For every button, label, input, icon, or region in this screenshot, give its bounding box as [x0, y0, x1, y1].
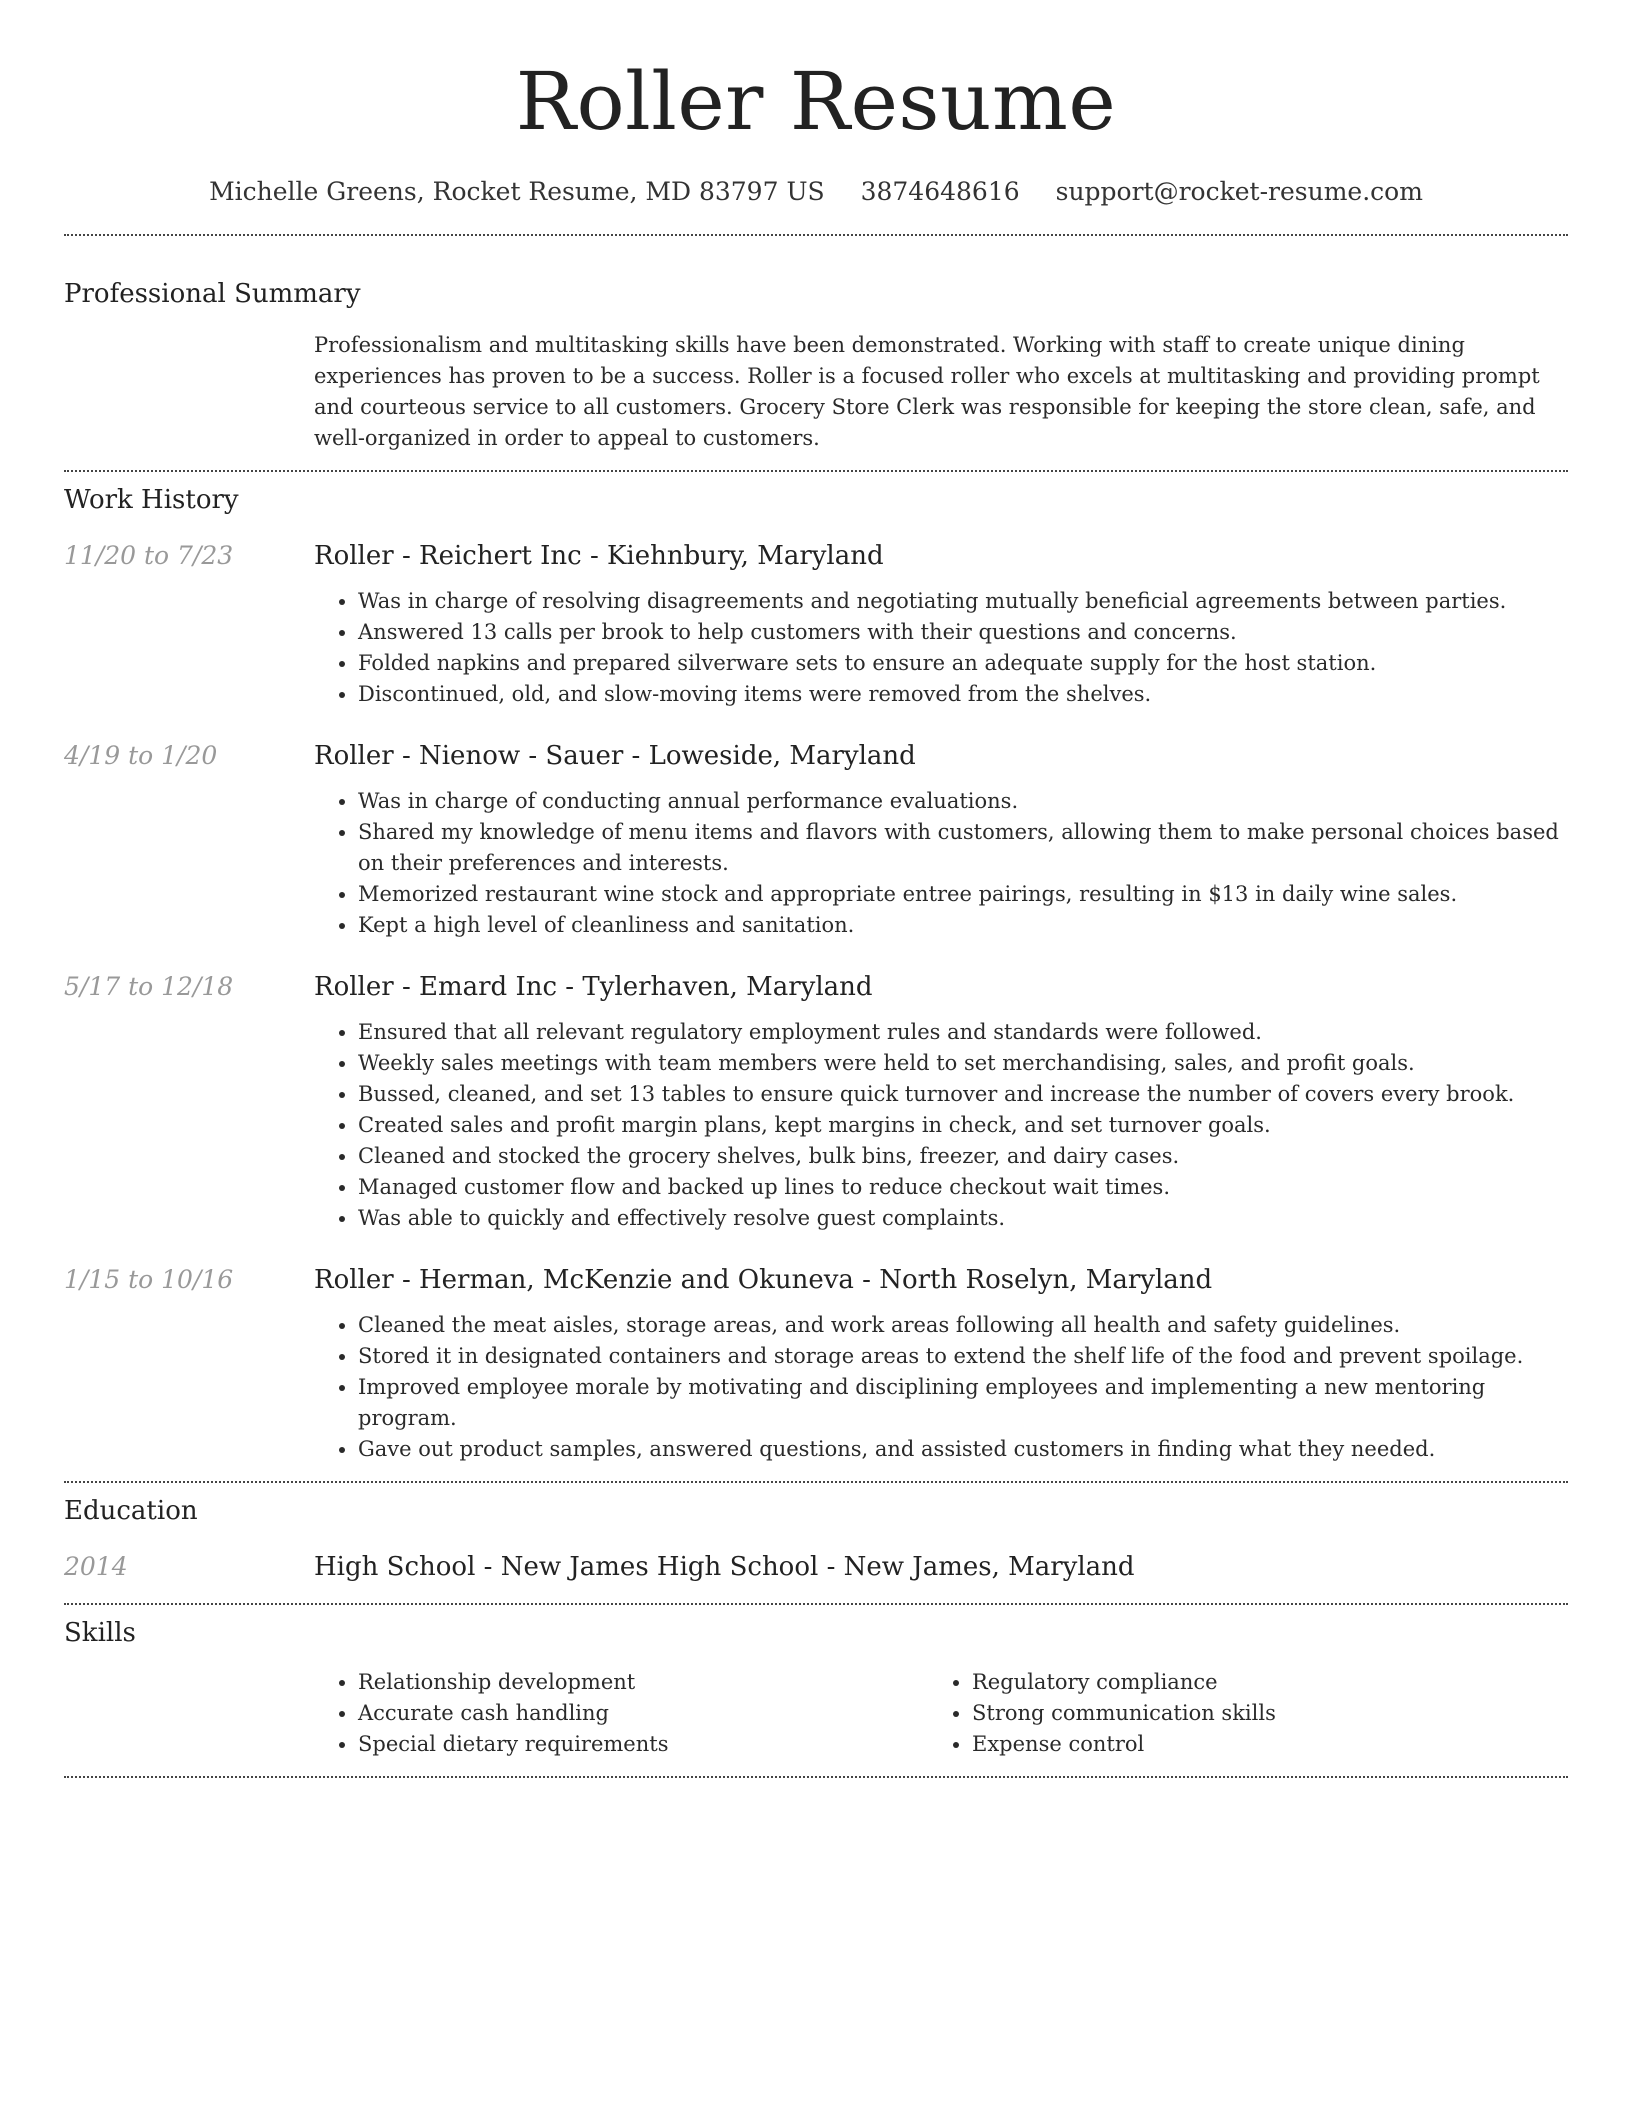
education-year: 2014	[64, 1552, 128, 1581]
job-bullet: • Cleaned the meat aisles, storage areas, and work areas following all health and safety guidelines.	[358, 1310, 1568, 1341]
job-bullet: • Improved employee morale by motivating and disciplining employees and implementing a new mentoring program.	[358, 1372, 1568, 1434]
job-bullet: • Gave out product samples, answered questions, and assisted customers in finding what they needed.	[358, 1434, 1568, 1465]
job-title: Roller - Reichert Inc - Kiehnbury, Maryland	[314, 541, 884, 571]
job-bullet: • Was in charge of resolving disagreements and negotiating mutually beneficial agreements between parties.	[358, 586, 1568, 617]
education-entry	[64, 1549, 1568, 1585]
job-bullet: • Discontinued, old, and slow-moving items were removed from the shelves.	[358, 679, 1568, 710]
contact-address: Michelle Greens, Rocket Resume, MD 83797 US	[209, 177, 825, 206]
job-title: Roller - Herman, McKenzie and Okuneva - North Roselyn, Maryland	[314, 1265, 1213, 1295]
section-title-summary: Professional Summary	[64, 279, 361, 309]
skill-item: • Relationship development	[358, 1667, 928, 1698]
job-bullets	[314, 1017, 1568, 1234]
education-title: High School - New James High School - New James, Maryland	[314, 1552, 1135, 1582]
skills-list-right	[928, 1667, 1532, 1760]
job-bullet: • Ensured that all relevant regulatory employment rules and standards were followed.	[358, 1017, 1568, 1048]
skill-item: • Regulatory compliance	[972, 1667, 1532, 1698]
divider	[64, 1603, 1568, 1605]
job-bullet: • Shared my knowledge of menu items and flavors with customers, allowing them to make personal choices based on their preferences and interests.	[358, 817, 1568, 879]
divider	[64, 234, 1568, 236]
job-entry	[64, 738, 1568, 941]
job-entry	[64, 538, 1568, 710]
job-dates: 11/20 to 7/23	[64, 541, 234, 570]
job-dates: 4/19 to 1/20	[64, 741, 218, 770]
job-bullet: • Bussed, cleaned, and set 13 tables to ensure quick turnover and increase the number of covers every brook.	[358, 1079, 1568, 1110]
job-bullet: • Weekly sales meetings with team members were held to set merchandising, sales, and profit goals.	[358, 1048, 1568, 1079]
summary-text: Professionalism and multitasking skills have been demonstrated. Working with staff to create unique dining experiences has proven to be a success. Roller is a focused roller who excels at multitasking and providing prompt and courteous service to all customers. Grocery Store Clerk was responsible for keeping the store clean, safe, and well-organized in order to appeal to customers.	[314, 333, 1540, 450]
job-bullet: • Memorized restaurant wine stock and appropriate entree pairings, resulting in $13 in daily wine sales.	[358, 879, 1568, 910]
job-bullets	[314, 1310, 1568, 1465]
skill-item: • Special dietary requirements	[358, 1729, 928, 1760]
skills-columns	[314, 1667, 1568, 1760]
job-dates: 1/15 to 10/16	[64, 1265, 234, 1294]
contact-phone: 3874648616	[860, 177, 1020, 206]
summary-section	[64, 276, 1568, 454]
contact-email: support@rocket-resume.com	[1055, 177, 1423, 206]
job-dates: 5/17 to 12/18	[64, 972, 234, 1001]
contact-line	[64, 174, 1568, 210]
skill-item: • Accurate cash handling	[358, 1698, 928, 1729]
job-bullets	[314, 786, 1568, 941]
skills-section	[64, 1615, 1568, 1760]
job-title: Roller - Nienow - Sauer - Loweside, Maryland	[314, 741, 916, 771]
skill-item: • Strong communication skills	[972, 1698, 1532, 1729]
job-bullet: • Answered 13 calls per brook to help customers with their questions and concerns.	[358, 617, 1568, 648]
job-bullet: • Created sales and profit margin plans, kept margins in check, and set turnover goals.	[358, 1110, 1568, 1141]
education-section	[64, 1493, 1568, 1585]
job-bullet: • Folded napkins and prepared silverware sets to ensure an adequate supply for the host station.	[358, 648, 1568, 679]
skill-item: • Expense control	[972, 1729, 1532, 1760]
section-title-work-history: Work History	[64, 485, 239, 515]
divider	[64, 470, 1568, 472]
resume-title: Roller Resume	[515, 55, 1117, 148]
job-bullet: • Kept a high level of cleanliness and sanitation.	[358, 910, 1568, 941]
divider	[64, 1776, 1568, 1778]
job-bullet: • Cleaned and stocked the grocery shelves, bulk bins, freezer, and dairy cases.	[358, 1141, 1568, 1172]
job-bullet: • Was able to quickly and effectively resolve guest complaints.	[358, 1203, 1568, 1234]
divider	[64, 1481, 1568, 1483]
job-bullet: • Was in charge of conducting annual performance evaluations.	[358, 786, 1568, 817]
job-bullets	[314, 586, 1568, 710]
job-title: Roller - Emard Inc - Tylerhaven, Maryland	[314, 972, 873, 1002]
job-bullet: • Stored it in designated containers and storage areas to extend the shelf life of the food and prevent spoilage.	[358, 1341, 1568, 1372]
work-history-section	[64, 482, 1568, 1465]
section-title-education: Education	[64, 1496, 198, 1526]
job-entry	[64, 1262, 1568, 1465]
job-entry	[64, 969, 1568, 1234]
skills-list-left	[314, 1667, 928, 1760]
section-title-skills: Skills	[64, 1618, 136, 1648]
job-bullet: • Managed customer flow and backed up lines to reduce checkout wait times.	[358, 1172, 1568, 1203]
